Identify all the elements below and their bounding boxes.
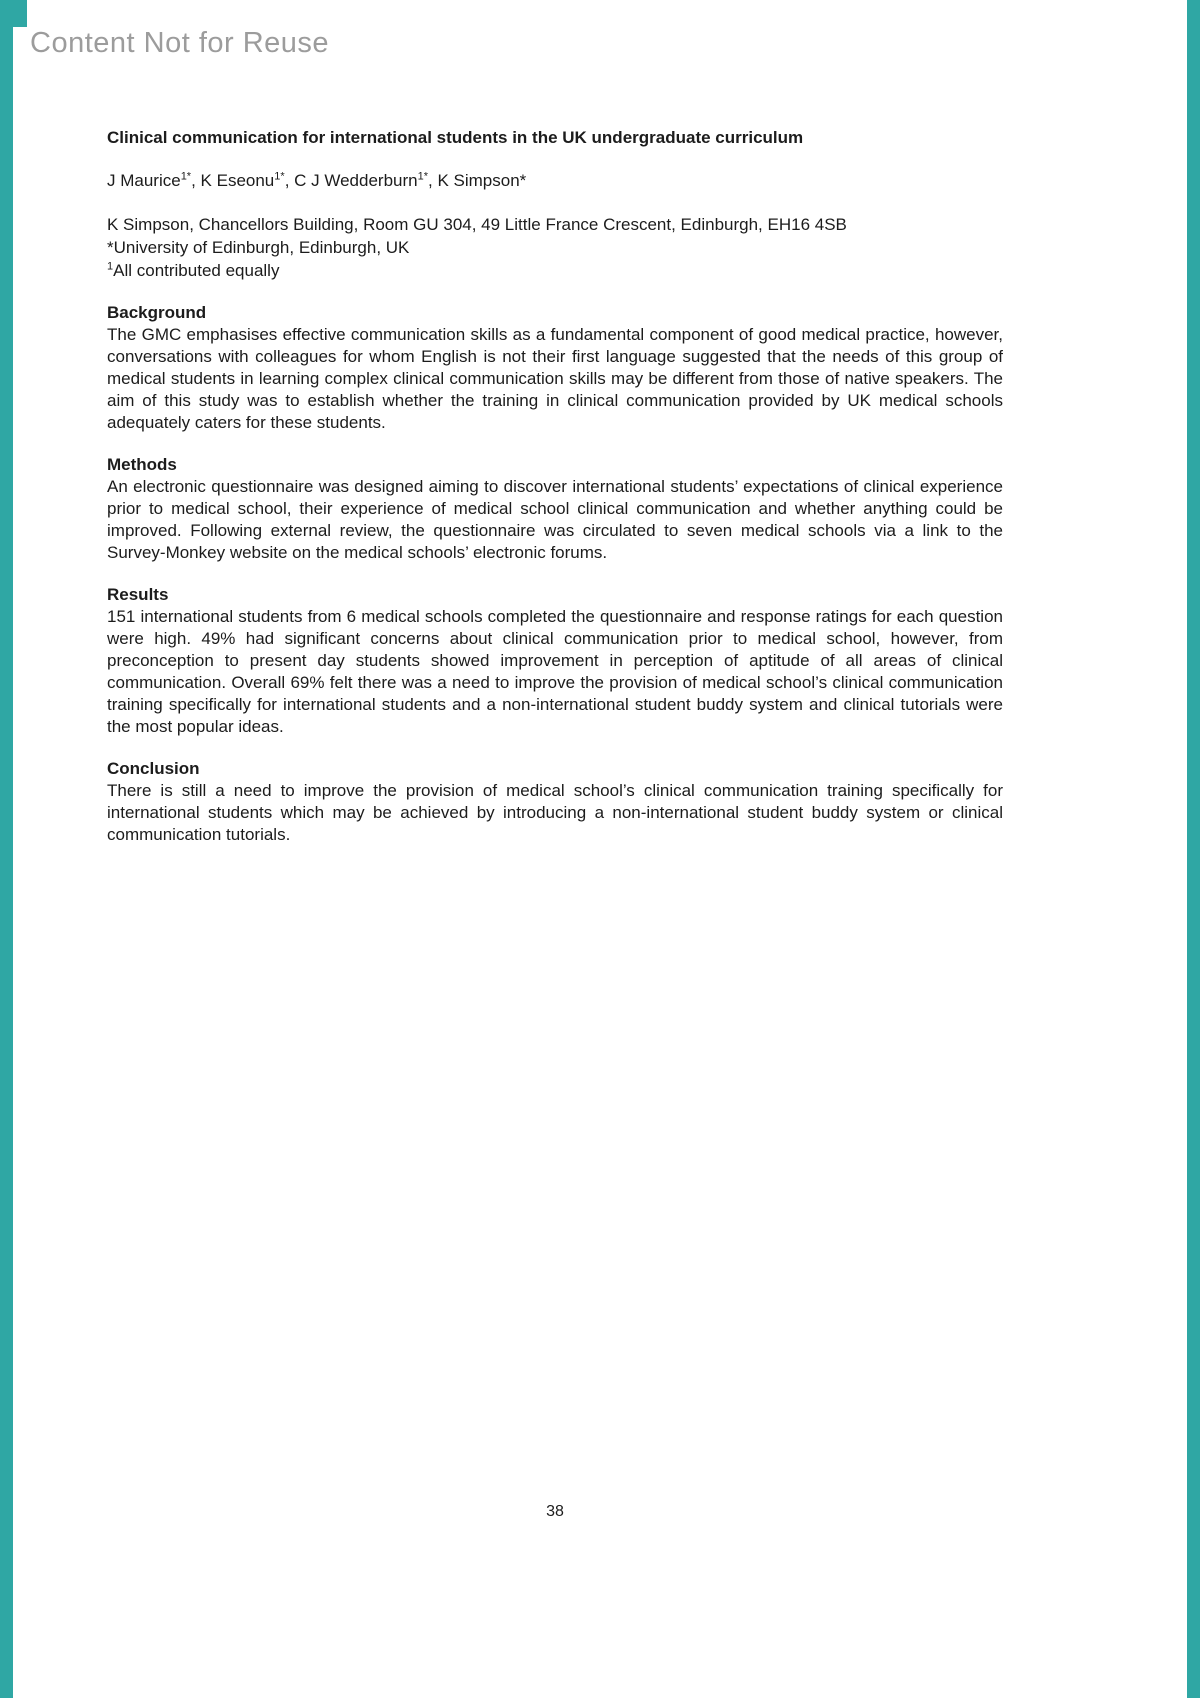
author-separator: , [191, 171, 201, 190]
author-name: C J Wedderburn [294, 171, 418, 190]
author-affiliation-marker: 1* [417, 170, 429, 183]
contribution-note [107, 259, 1003, 282]
author-separator: , [428, 171, 438, 190]
correspondence-block [107, 213, 1003, 282]
author-affiliation-marker: 1* [274, 170, 285, 183]
abstract-content [107, 127, 1003, 846]
left-accent-bar [0, 0, 13, 1698]
contribution-note-marker: 1 [107, 260, 114, 273]
author-affiliation-marker: 1* [180, 170, 192, 183]
right-accent-bar [1187, 0, 1200, 1698]
section-body-results: 151 international students from 6 medical schools completed the questionnaire and response ratings for each question were high. 49% had significant concerns about clinical communication prior to medical school, however, from preconception to present day students showed improvement in perception of aptitude of all areas of clinical communication. Overall 69% felt there was a need to improve the provision of medical school’s clinical communication training specifically for international students and a non-international student buddy system and clinical tutorials were the most popular ideas. [107, 607, 1003, 736]
correspondence-address: K Simpson, Chancellors Building, Room GU 304, 49 Little France Crescent, Edinburgh, EH16 4SB [107, 215, 847, 234]
section-heading-results: Results [107, 585, 169, 604]
section-heading-conclusion: Conclusion [107, 759, 200, 778]
section-body-conclusion: There is still a need to improve the provision of medical school’s clinical communication training specifically for international students which may be achieved by introducing a non-international student buddy system or clinical communication tutorials. [107, 781, 1003, 844]
author-separator: , [284, 171, 295, 190]
watermark-text: Content Not for Reuse [30, 27, 330, 59]
page-number: 38 [546, 1503, 564, 1520]
section-body-background: The GMC emphasises effective communication skills as a fundamental component of good medical practice, however, conversations with colleagues for whom English is not their first language suggested that the needs of this group of medical students in learning complex clinical communication skills may be different from those of native speakers. The aim of this study was to establish whether the training in clinical communication provided by UK medical schools adequately caters for these students. [107, 325, 1003, 432]
section-body-methods: An electronic questionnaire was designed aiming to discover international students’ expectations of clinical experience prior to medical school, their experience of medical school clinical communication and whether anything could be improved. Following external review, the questionnaire was circulated to seven medical schools via a link to the Survey-Monkey website on the medical schools’ electronic forums. [107, 477, 1003, 562]
author-name: K Simpson* [437, 171, 527, 190]
section-heading-methods: Methods [107, 455, 177, 474]
affiliation-line: *University of Edinburgh, Edinburgh, UK [107, 238, 410, 257]
author-name: K Eseonu [200, 171, 275, 190]
authors-line [107, 170, 1003, 192]
author-name: J Maurice [107, 171, 181, 190]
paper-title: Clinical communication for international students in the UK undergraduate curriculum [107, 128, 804, 147]
section-heading-background: Background [107, 303, 207, 322]
top-left-accent-square [0, 0, 27, 27]
contribution-note-text: All contributed equally [113, 261, 280, 280]
